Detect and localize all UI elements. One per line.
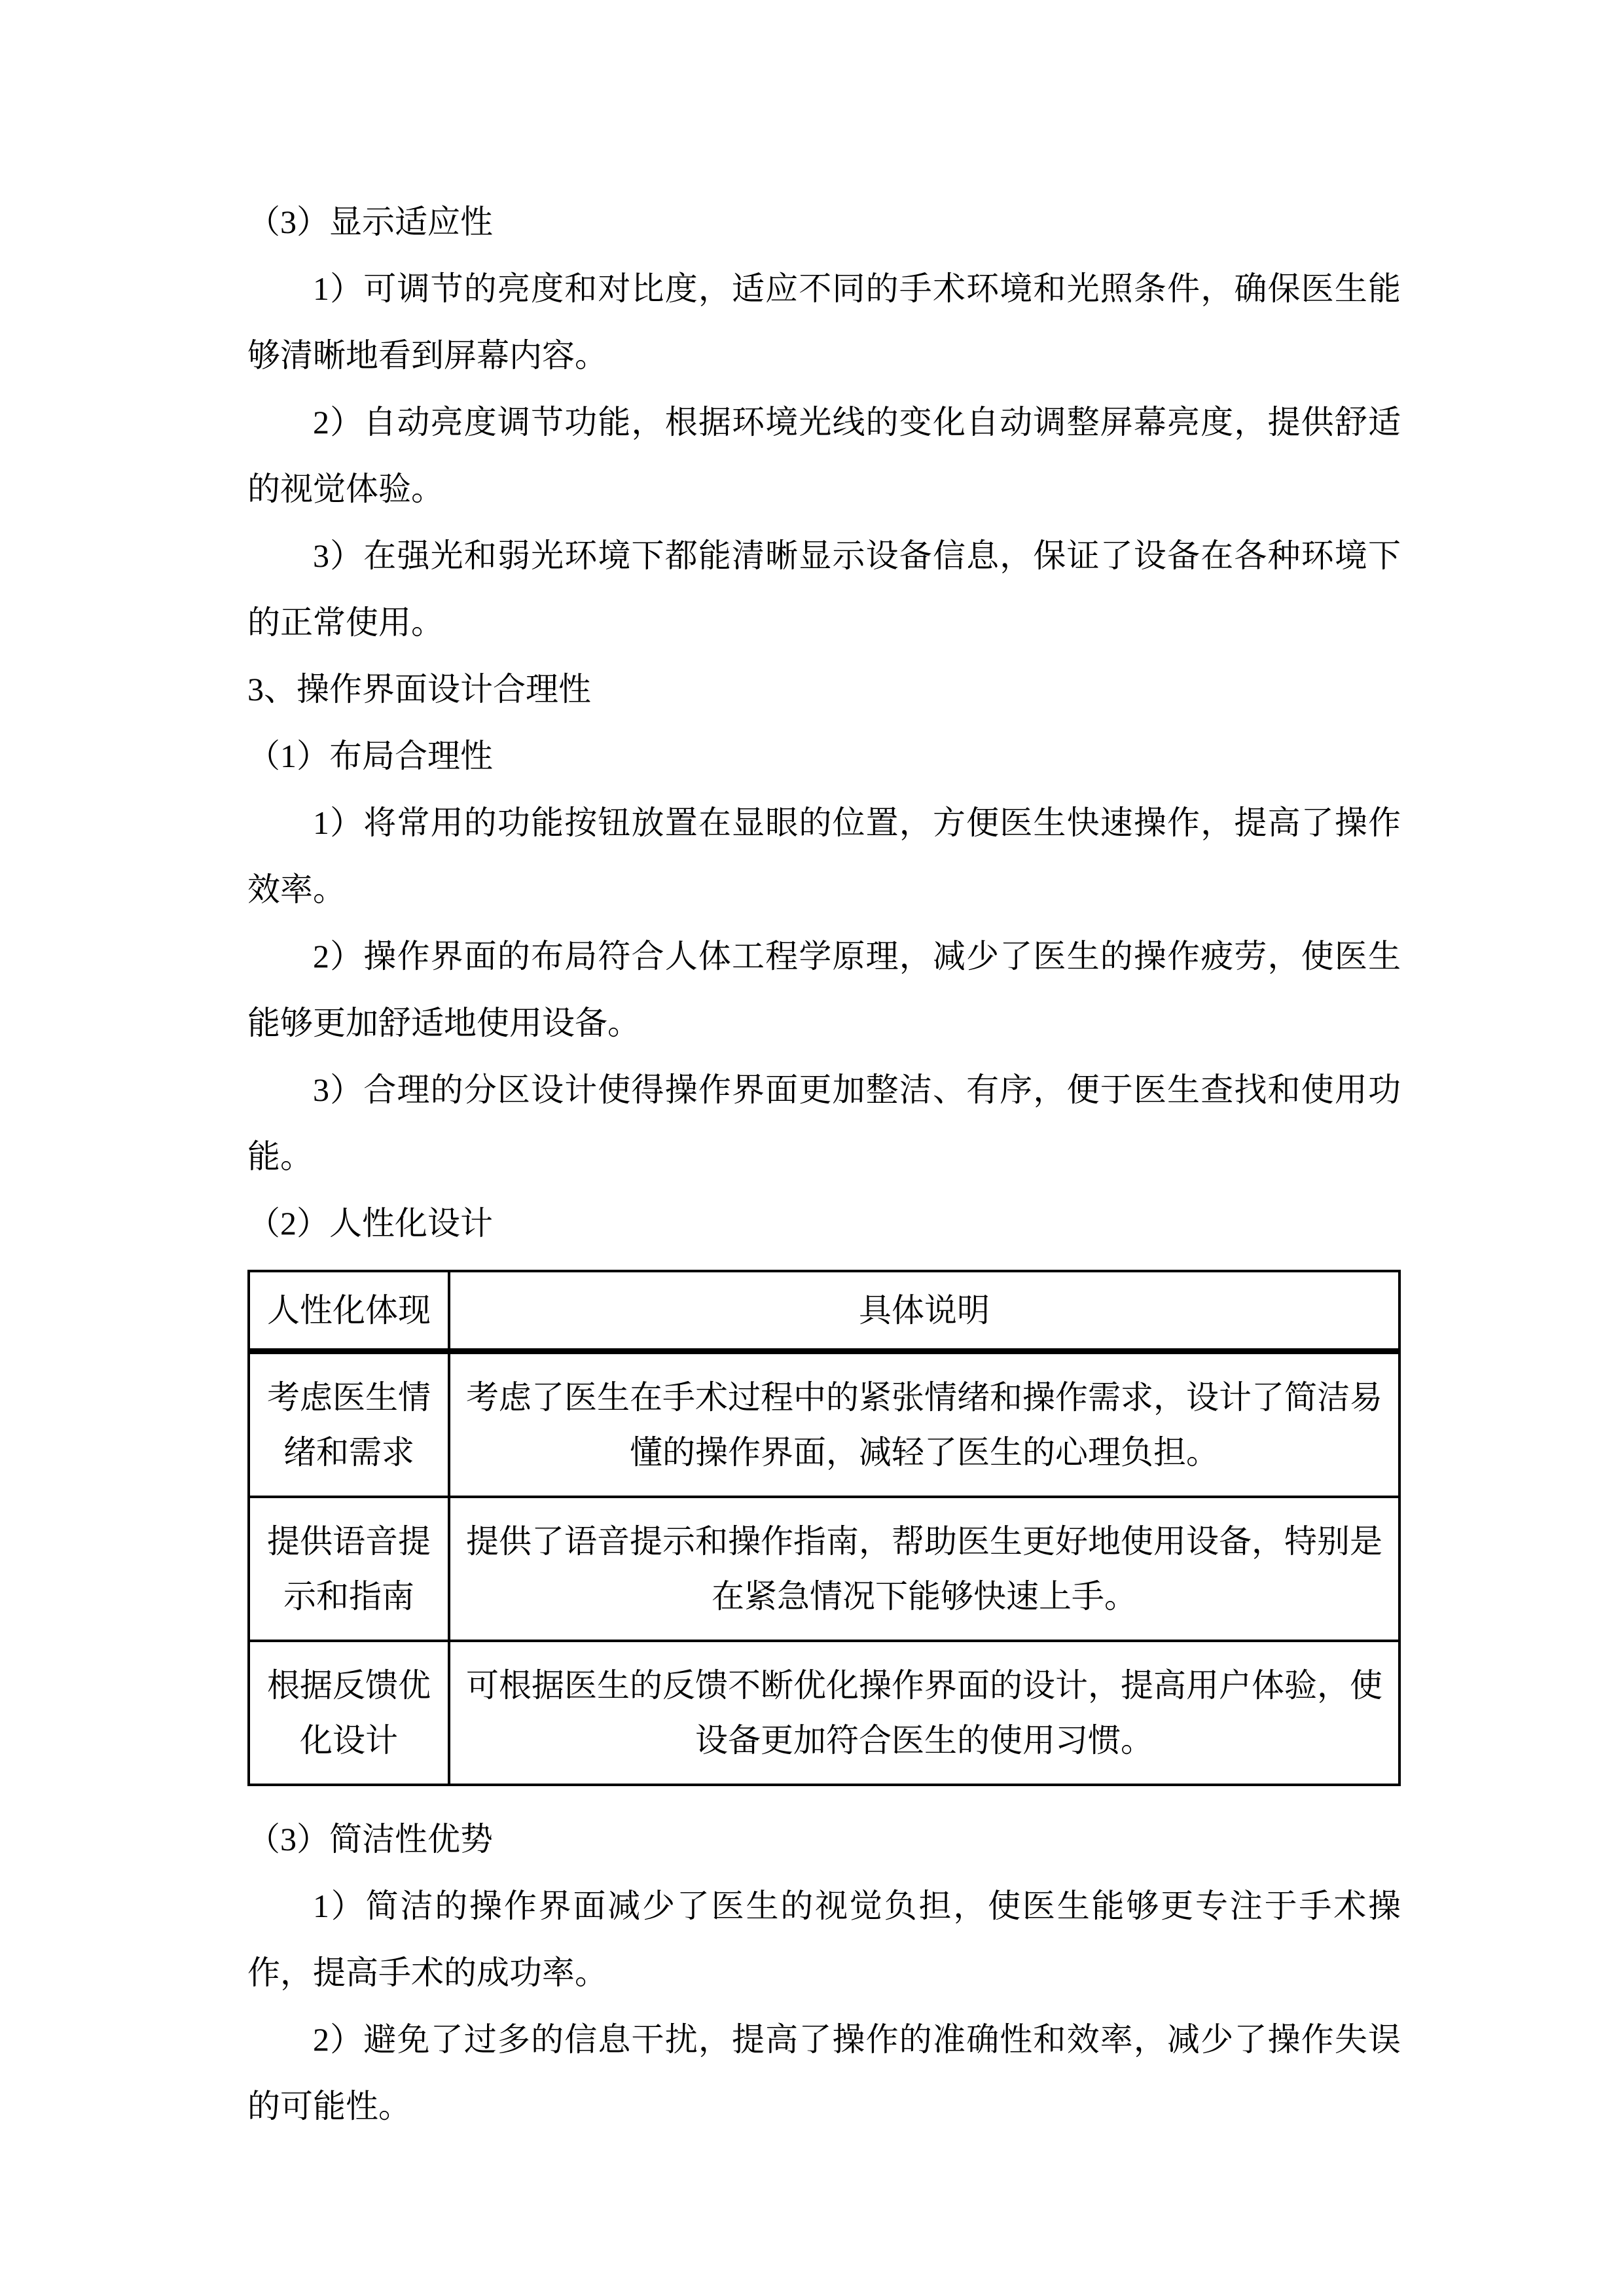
table-header-aspect: 人性化体现 (249, 1271, 449, 1352)
paragraph-simplicity-2: 2）避免了过多的信息干扰，提高了操作的准确性和效率，减少了操作失误的可能性。 (247, 2021, 1401, 2125)
paragraph-layout-2: 2）操作界面的布局符合人体工程学原理，减少了医生的操作疲劳，使医生能够更加舒适地使用设备。 (247, 938, 1401, 1041)
humanized-design-table (247, 1270, 1401, 1786)
table-row (249, 1352, 1399, 1498)
paragraph-display-1: 1）可调节的亮度和对比度，适应不同的手术环境和光照条件，确保医生能够清晰地看到屏幕内容。 (247, 270, 1401, 374)
document-content (247, 188, 1401, 2140)
heading-display-adaptability: （3）显示适应性 (247, 204, 493, 240)
table-cell-detail: 提供了语音提示和操作指南，帮助医生更好地使用设备，特别是在紧急情况下能够快速上手。 (449, 1497, 1399, 1641)
paragraph-simplicity-1: 1）简洁的操作界面减少了医生的视觉负担，使医生能够更专注于手术操作，提高手术的成功率。 (247, 1888, 1401, 1991)
table-row (249, 1497, 1399, 1641)
paragraph-display-2: 2）自动亮度调节功能，根据环境光线的变化自动调整屏幕亮度，提供舒适的视觉体验。 (247, 404, 1401, 507)
paragraph-display-3: 3）在强光和弱光环境下都能清晰显示设备信息，保证了设备在各种环境下的正常使用。 (247, 537, 1401, 641)
heading-layout-rationality: （1）布局合理性 (247, 738, 493, 774)
table-cell-aspect: 考虑医生情绪和需求 (249, 1352, 449, 1498)
paragraph-layout-1: 1）将常用的功能按钮放置在显眼的位置，方便医生快速操作，提高了操作效率。 (247, 804, 1401, 908)
table-cell-aspect: 提供语音提示和指南 (249, 1497, 449, 1641)
paragraph-layout-3: 3）合理的分区设计使得操作界面更加整洁、有序，便于医生查找和使用功能。 (247, 1071, 1401, 1175)
table-row (249, 1641, 1399, 1785)
table-header-row (249, 1271, 1399, 1352)
heading-humanized-design: （2）人性化设计 (247, 1205, 493, 1242)
heading-simplicity-advantage: （3）简洁性优势 (247, 1821, 493, 1857)
table-cell-detail: 可根据医生的反馈不断优化操作界面的设计，提高用户体验，使设备更加符合医生的使用习惯。 (449, 1641, 1399, 1785)
table-cell-aspect: 根据反馈优化设计 (249, 1641, 449, 1785)
table-cell-detail: 考虑了医生在手术过程中的紧张情绪和操作需求，设计了简洁易懂的操作界面，减轻了医生的心理负担。 (449, 1352, 1399, 1498)
heading-interface-design: 3、操作界面设计合理性 (247, 671, 591, 708)
table-header-detail: 具体说明 (449, 1271, 1399, 1352)
